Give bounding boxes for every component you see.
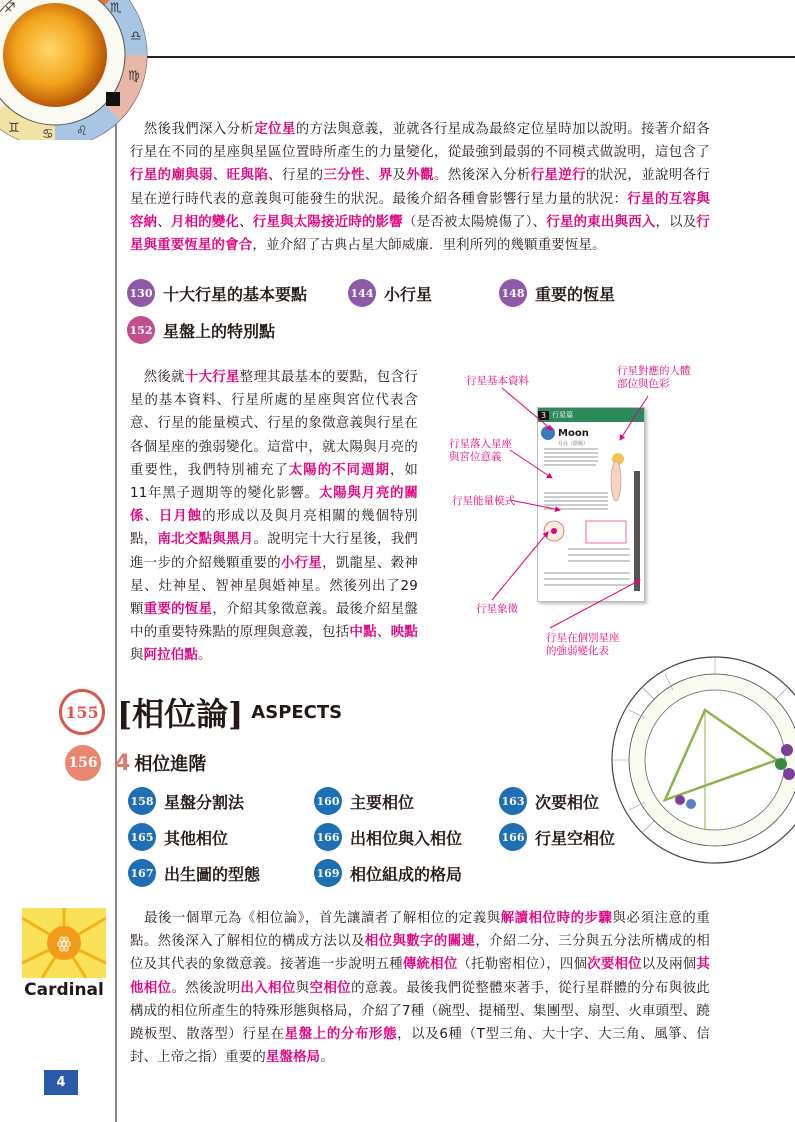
text-run: ，並介紹了古典占星大師威廉．里利所列的幾顆重要恆星。 xyxy=(252,238,606,254)
text-run: 、 xyxy=(239,214,253,230)
toc-item[interactable] xyxy=(348,279,432,307)
highlight-term: 行星的廟與弱 xyxy=(130,168,213,184)
highlight-term: 行星與重要恆星的會合 xyxy=(130,214,711,254)
text-run: 。然後說明 xyxy=(171,980,241,996)
page-number-badge: 166 xyxy=(314,823,342,851)
callout-energy: 行星能量模式 xyxy=(452,495,515,507)
highlight-term: 太陽與月亮的關係 xyxy=(130,486,418,525)
page-number-badge: 166 xyxy=(499,823,527,851)
zodiac-glyph: ♐ xyxy=(4,1,16,16)
text-run: 整理其最基本的要點，包含行星的基本資料、行星所處的星座與宮位代表含意、行星的能量模式、行星的象徵意義與行星在各個星座的強弱變化。這當中，就太陽與月亮的重要性，我們特別補充了 xyxy=(130,370,418,478)
callout-body-parts: 行星對應的人體 部位與色彩 xyxy=(617,365,691,390)
text-run: 、 xyxy=(157,214,171,230)
toc-label: 星盤上的特別點 xyxy=(163,321,276,341)
intro-paragraph xyxy=(130,118,710,257)
toc-label: 相位組成的格局 xyxy=(350,864,463,884)
toc-item[interactable] xyxy=(314,787,414,815)
zodiac-glyph: ♍ xyxy=(128,69,140,84)
zodiac-wheel-decoration xyxy=(0,0,150,140)
highlight-term: 外觀 xyxy=(406,168,435,184)
sample-moon-subtitle: 月亮（陰陽） xyxy=(558,441,589,447)
page-number-badge: 148 xyxy=(499,279,527,307)
page-number-badge: 144 xyxy=(348,279,376,307)
text-run: ，介紹其象徵意義。最後介紹星盤中的重要特殊點的原理與意義，包括 xyxy=(130,602,419,641)
highlight-term: 南北交點與黑月 xyxy=(157,532,254,548)
natal-chart-decoration xyxy=(605,650,795,870)
toc-label: 行星空相位 xyxy=(535,828,616,848)
highlight-term: 月相的變化 xyxy=(170,214,240,230)
page-number-badge: 163 xyxy=(499,787,527,815)
toc-label: 出相位與入相位 xyxy=(350,828,463,848)
text-run: 與必須注意的重點。然後深入了解相位的構成方法以及 xyxy=(130,911,710,950)
zodiac-glyph: ♋ xyxy=(42,127,54,140)
text-run: 然後我們深入分析 xyxy=(130,122,255,137)
toc-item[interactable] xyxy=(499,279,615,307)
planets-paragraph xyxy=(130,366,418,668)
toc-label: 星盤分割法 xyxy=(164,792,245,812)
text-run: 以及兩個 xyxy=(641,957,697,973)
subsection-number: 4 xyxy=(115,750,131,776)
highlight-term: 行星與太陽接近時的影響 xyxy=(252,214,403,230)
text-run: 、行星的 xyxy=(268,168,324,184)
text-run: 、 xyxy=(364,168,379,184)
callout-strength: 行星在個別星座 的強弱變化表 xyxy=(546,632,620,657)
highlight-term: 次要相位 xyxy=(587,957,642,973)
callout-basic-info: 行星基本資料 xyxy=(466,375,529,387)
subsection-title: 相位進階 xyxy=(134,754,207,775)
page-number-badge: 130 xyxy=(127,279,155,307)
section-english: ASPECTS xyxy=(251,701,343,723)
subsection-heading[interactable] xyxy=(65,745,206,781)
sample-tab-number: 3 xyxy=(538,411,549,420)
toc-item[interactable] xyxy=(128,823,228,851)
highlight-term: 旺與陷 xyxy=(226,168,269,184)
toc-item[interactable] xyxy=(314,859,462,887)
zodiac-glyph: ♊ xyxy=(8,121,20,136)
toc-item[interactable] xyxy=(127,316,275,344)
highlight-term: 相位與數字的關連 xyxy=(364,934,476,950)
zodiac-glyph: ♌ xyxy=(76,124,88,139)
zodiac-glyph: ♏ xyxy=(110,1,122,16)
highlight-term: 行星的互容與容納 xyxy=(130,191,710,230)
subsection-page-number: 156 xyxy=(65,745,101,781)
toc-label: 十大行星的基本要點 xyxy=(163,284,308,304)
highlight-term: 行星逆行 xyxy=(530,168,586,184)
text-run: 然後就 xyxy=(130,370,185,385)
toc-label: 其他相位 xyxy=(164,828,229,848)
text-run: ，以及6種（T型三角、大十字、大三角、風箏、信封、上帝之指）重要的 xyxy=(130,1027,710,1066)
highlight-term: 傳統相位 xyxy=(402,957,458,973)
highlight-term: 解讀相位時的步驟 xyxy=(500,911,613,926)
highlight-term: 空相位 xyxy=(309,980,352,996)
aspects-paragraph xyxy=(130,907,710,1069)
callout-symbol: 行星象徵 xyxy=(476,603,518,615)
text-run: 及 xyxy=(392,168,407,184)
toc-item[interactable] xyxy=(499,823,615,851)
text-run: ，如11年黑子週期等的變化影響。 xyxy=(130,462,418,502)
sample-moon-title: Moon xyxy=(558,427,589,439)
header-rule xyxy=(140,56,795,58)
toc-label: 次要相位 xyxy=(535,792,600,812)
callout-sign-house: 行星落入星座 與宮位意義 xyxy=(449,438,512,463)
text-run: 、 xyxy=(212,168,227,184)
text-run: 與 xyxy=(295,980,310,996)
toc-item[interactable] xyxy=(127,279,307,307)
page-number: 4 xyxy=(44,1070,78,1095)
toc-label: 出生圖的型態 xyxy=(164,864,261,884)
highlight-term: 中點 xyxy=(349,625,377,641)
text-run: ，以及 xyxy=(655,214,697,230)
highlight-term: 太陽的不同週期 xyxy=(288,462,390,478)
page-number-badge: 158 xyxy=(128,787,156,815)
highlight-term: 阿拉伯點 xyxy=(143,648,198,664)
highlight-term: 十大行星 xyxy=(184,370,240,385)
text-run: ，凱龍星、穀神星、灶神星、智神星與婚神星。然後列出了29顆 xyxy=(130,555,419,618)
text-run: 。 xyxy=(320,1050,334,1066)
cardinal-logo xyxy=(22,908,106,998)
highlight-term: 定位星 xyxy=(254,122,296,137)
page-number-badge: 165 xyxy=(128,823,156,851)
text-run: 的意義。最後我們從整體來著手，從行星群體的分布與彼此構成的相位所產生的特殊形態與格局，介紹了7種（碗型、提桶型、集團型、扇型、火車頭型、蹺蹺板型、散落型）行星在 xyxy=(130,980,711,1043)
toc-label: 小行星 xyxy=(384,284,433,304)
text-run: 最後一個單元為《相位論》，首先讓讀者了解相位的定義與 xyxy=(130,911,501,926)
sun-logo-icon xyxy=(22,908,106,978)
svg-text:ꙮ: ꙮ xyxy=(56,933,72,952)
text-run: （是否被太陽燒傷了）、 xyxy=(402,214,547,230)
margin-rule xyxy=(115,0,117,1122)
callout-arrows xyxy=(440,360,690,650)
toc-item[interactable] xyxy=(128,787,244,815)
section-heading xyxy=(59,689,342,735)
section-title: [相位論] xyxy=(117,695,244,733)
highlight-term: 其他相位 xyxy=(130,957,710,996)
text-run: 。然後深入分析 xyxy=(434,168,531,184)
toc-label: 主要相位 xyxy=(350,792,415,812)
highlight-term: 小行星 xyxy=(280,555,323,571)
text-run: （托勒密相位），四個 xyxy=(457,957,588,973)
highlight-term: 三分性 xyxy=(323,168,365,184)
page-number-badge: 152 xyxy=(127,316,155,344)
text-run: 、 xyxy=(376,625,391,641)
section-page-number: 155 xyxy=(59,689,105,735)
highlight-term: 日月蝕 xyxy=(158,509,203,525)
text-run: 的狀況，並說明各行星在逆行時代表的意義與可能發生的狀況。最後介紹各種會影響行星力量的狀況： xyxy=(130,168,711,207)
highlight-term: 星盤格局 xyxy=(265,1050,321,1066)
sample-tab-label: 行星篇 xyxy=(552,411,574,419)
toc-item[interactable] xyxy=(499,787,599,815)
highlight-term: 重要的恆星 xyxy=(143,602,213,618)
text-run: ，介紹二分、三分與五分法所構成的相位及其代表的象徵意義。接著進一步說明五種 xyxy=(130,934,710,973)
highlight-term: 映點 xyxy=(390,625,419,641)
page-number-badge: 167 xyxy=(128,859,156,887)
text-run: 與 xyxy=(130,648,144,664)
toc-item[interactable] xyxy=(128,859,260,887)
highlight-term: 行星的東出與西入 xyxy=(546,214,656,230)
text-run: 的方法與意義，並就各行星成為最終定位星時加以說明。接著介紹各行星在不同的星座與星區位置時所產生的力量變化，從最強到最弱的不同模式做說明，這包含了 xyxy=(130,122,711,161)
cardinal-logo-text: Cardinal xyxy=(24,980,104,1000)
zodiac-glyph: ♎ xyxy=(130,29,142,44)
text-run: 。說明完十大行星後，我們進一步的介紹幾顆重要的 xyxy=(130,532,419,571)
toc-item[interactable] xyxy=(314,823,462,851)
page-number-badge: 169 xyxy=(314,859,342,887)
highlight-term: 界 xyxy=(378,168,393,184)
toc-label: 重要的恆星 xyxy=(535,284,616,304)
text-run: 、 xyxy=(144,509,159,525)
highlight-term: 出入相位 xyxy=(240,980,296,996)
text-run: 的形成以及與月亮相關的幾個特別點， xyxy=(130,509,419,548)
text-run: 。 xyxy=(197,648,212,664)
page-number-badge: 160 xyxy=(314,787,342,815)
highlight-term: 星盤上的分布形態 xyxy=(284,1027,398,1043)
